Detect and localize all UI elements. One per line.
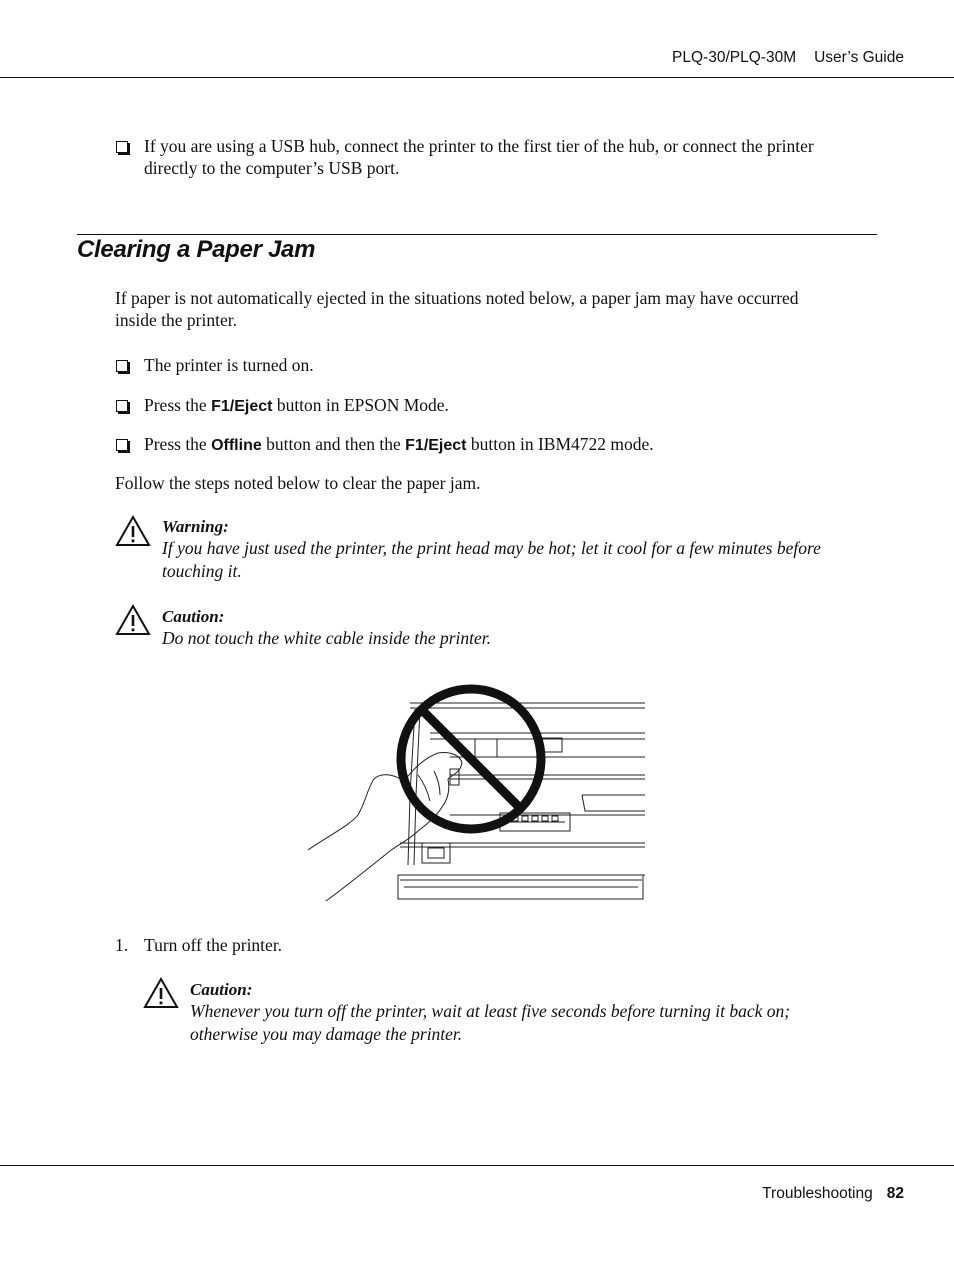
caution-title: Caution: xyxy=(190,980,253,999)
page-number: 82 xyxy=(886,1185,904,1202)
step-number: 1. xyxy=(115,935,129,955)
button-name-f1-eject: F1/Eject xyxy=(405,437,467,454)
step-text: Turn off the printer. xyxy=(144,935,283,955)
checkbox-bullet-icon xyxy=(116,141,128,153)
section-rule xyxy=(77,234,877,235)
caution-note: Caution: Do not touch the white cable inside the printer. xyxy=(162,607,492,648)
section-title: Clearing a Paper Jam xyxy=(77,236,316,263)
button-name-f1-eject: F1/Eject xyxy=(211,398,273,415)
checkbox-bullet-icon xyxy=(116,439,128,451)
condition-item: The printer is turned on. xyxy=(144,355,314,375)
warning-note: Warning: If you have just used the printer, the print head may be hot; let it cool for a few minutes before touching it. xyxy=(162,517,821,581)
footer-section: Troubleshooting xyxy=(762,1185,873,1202)
condition-item: Press the F1/Eject button in EPSON Mode. xyxy=(144,395,449,415)
intro-bullet-text: If you are using a USB hub, connect the printer to the first tier of the hub, or connect the printer directly to the computer’s USB port. xyxy=(144,136,814,178)
warning-triangle-icon xyxy=(115,515,151,547)
warning-triangle-icon xyxy=(143,977,179,1009)
checkbox-bullet-icon xyxy=(116,360,128,372)
warning-title: Warning: xyxy=(162,517,229,536)
follow-steps-text: Follow the steps noted below to clear the paper jam. xyxy=(115,473,481,493)
footer-rule xyxy=(0,1165,954,1166)
header-rule xyxy=(0,77,954,78)
section-intro: If paper is not automatically ejected in the situations noted below, a paper jam may have occurred inside the printer. xyxy=(115,288,799,330)
header-model: PLQ-30/PLQ-30M xyxy=(672,49,797,66)
prohibition-sign-icon xyxy=(401,689,541,829)
caution-title: Caution: xyxy=(162,607,225,626)
condition-item: Press the Offline button and then the F1/Eject button in IBM4722 mode. xyxy=(144,434,654,454)
checkbox-bullet-icon xyxy=(116,400,128,412)
button-name-offline: Offline xyxy=(211,437,262,454)
running-header xyxy=(672,49,904,67)
running-footer xyxy=(762,1185,904,1203)
caution-note: Caution: Whenever you turn off the printer, wait at least five seconds before turning it back on; otherwise you may damage the printer. xyxy=(190,980,791,1044)
prohibited-action-illustration xyxy=(300,675,650,907)
warning-triangle-icon xyxy=(115,604,151,636)
header-guide-title: User’s Guide xyxy=(814,49,904,66)
